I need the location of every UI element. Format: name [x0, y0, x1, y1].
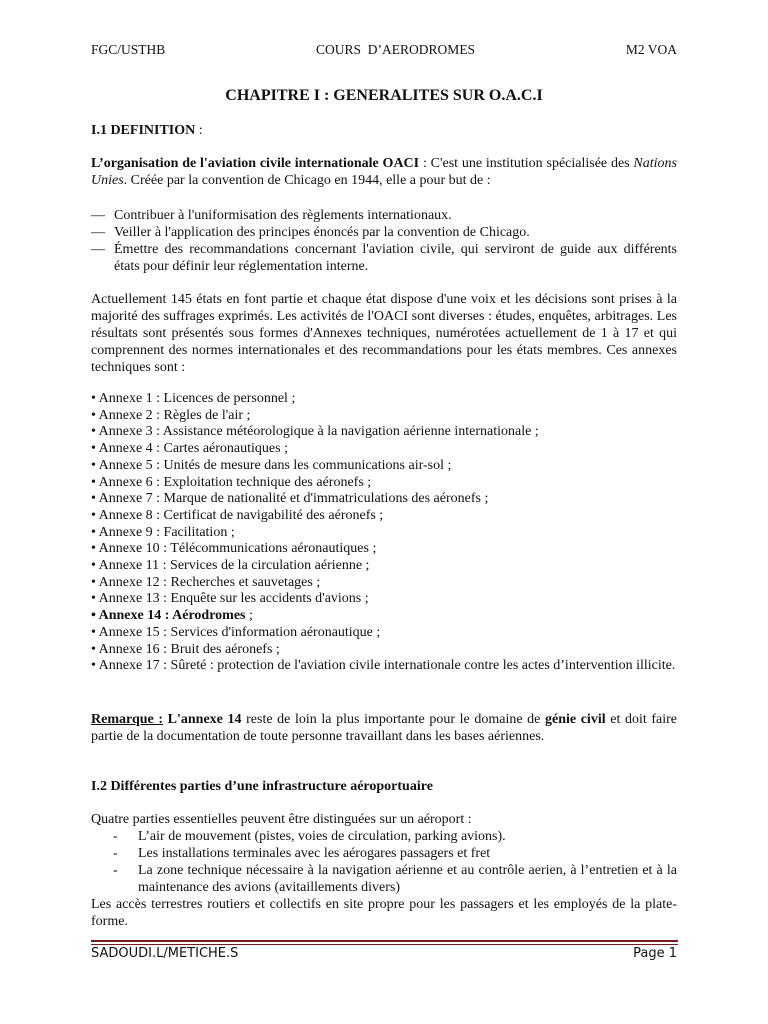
definition-text-2: . Créée par la convention de Chicago en 1944, elle a pour but de :: [123, 173, 491, 188]
annex-item: • Annexe 7 : Marque de nationalité et d'immatriculations des aéronefs ;: [91, 491, 489, 507]
page-number: Page 1: [633, 946, 677, 961]
definition-paragraph: [91, 155, 677, 189]
annex-item: • Annexe 10 : Télécommunications aéronautiques ;: [91, 541, 377, 557]
header-center: COURS D’AERODROMES: [316, 42, 476, 57]
part-item: [91, 845, 677, 862]
annexes-intro-text: Actuellement 145 états en font partie et chaque état dispose d'une voix et les décisions sont prises à la majorité des suffrages exprimés. Les activités de l'OACI sont diverses : études, enquêtes, arbitrages. Les résultats sont présentés sous formes d'Annexes techniques, numérotées actuellement de 1 à 17 et qui comprennent des normes internationales et des recommandations pour les états membres. Ces annexes techniques sont :: [91, 292, 677, 375]
list-item-text: Émettre des recommandations concernant l'aviation civile, qui serviront de guide aux différents états pour définir leur réglementation interne.: [114, 242, 677, 274]
chapter-title: CHAPITRE I : GENERALITES SUR O.A.C.I: [225, 87, 543, 104]
definition-text-1: : C'est une institution spécialisée des: [419, 156, 634, 171]
remark-label: Remarque :: [91, 712, 164, 727]
header-right: M2 VOA: [625, 42, 677, 57]
annex-item: • Annexe 6 : Exploitation technique des aéronefs ;: [91, 474, 372, 490]
list-item-text: Veiller à l'application des principes énoncés par la convention de Chicago.: [114, 225, 530, 240]
remark-text-1: reste de loin la plus importante pour le domaine de: [241, 712, 545, 727]
parts-list: [91, 828, 677, 930]
remark-text-2: et doit faire partie de la documentation de toute personne travaillant dans les bases aériennes.: [91, 712, 677, 744]
remark-paragraph: [91, 711, 677, 745]
part-item: [91, 862, 677, 896]
annex-item: • Annexe 12 : Recherches et sauvetages ;: [91, 574, 321, 590]
section-2-heading: [91, 778, 677, 795]
footer-authors: SADOUDI.L/METICHE.S: [91, 946, 239, 961]
annex-item: • Annexe 17 : Sûreté : protection de l'aviation civile internationale contre les actes d’intervention illicite.: [91, 658, 676, 674]
list-item-text: Contribuer à l'uniformisation des règlements internationaux.: [114, 208, 452, 223]
list-marker: -: [113, 846, 118, 861]
definition-bold: L’organisation de l'aviation civile internationale OACI: [91, 156, 420, 171]
footer-rule-thick: [91, 940, 678, 942]
remark-bold-2: génie civil: [545, 712, 606, 727]
goal-item: [91, 207, 677, 224]
list-item-text: Les installations terminales avec les aérogares passagers et fret: [138, 846, 491, 861]
annex-item: • Annexe 2 : Règles de l'air ;: [91, 407, 251, 423]
list-marker: -: [113, 829, 118, 844]
footer-rule-thin: [91, 944, 678, 945]
annex-item: • Annexe 5 : Unités de mesure dans les communications air-sol ;: [91, 457, 452, 473]
list-marker: —: [91, 208, 105, 223]
annexes-list: [91, 391, 677, 675]
list-marker: —: [91, 225, 105, 240]
list-item-text: L’air de mouvement (pistes, voies de circulation, parking avions).: [138, 829, 506, 844]
annex-item: • Annexe 8 : Certificat de navigabilité des aéronefs ;: [91, 507, 384, 523]
definition-italic: Nations Unies: [91, 156, 677, 188]
annex-item: • Annexe 16 : Bruit des aéronefs ;: [91, 641, 280, 657]
annex-item: • Annexe 13 : Enquête sur les accidents d'avions ;: [91, 591, 369, 607]
annex-14-suffix: ;: [245, 608, 253, 624]
section-2-intro: [91, 811, 677, 828]
annex-item: • Annexe 3 : Assistance météorologique à la navigation aérienne internationale ;: [91, 424, 539, 440]
remark-bold-1: L'annexe 14: [167, 712, 242, 727]
list-marker: -: [113, 863, 118, 878]
annex-14-item: [91, 608, 677, 625]
section-2-heading-text: I.2 Différentes parties d’une infrastructure aéroportuaire: [91, 779, 433, 794]
section-2-intro-text: Quatre parties essentielles peuvent être distinguées sur un aéroport :: [91, 812, 472, 827]
annex-item: • Annexe 9 : Facilitation ;: [91, 524, 235, 540]
page-footer: [91, 946, 677, 961]
annex-14-label: • Annexe 14 : Aérodromes: [91, 608, 246, 624]
section-1-heading-suffix: :: [195, 123, 203, 138]
section-1-heading: [91, 122, 677, 139]
annexes-intro-paragraph: [91, 291, 677, 376]
annex-item: • Annexe 15 : Services d'information aéronautique ;: [91, 624, 381, 640]
part-item: [91, 828, 677, 845]
page-header: [91, 42, 677, 58]
annex-item: • Annexe 11 : Services de la circulation aérienne ;: [91, 558, 370, 574]
goal-item: [91, 241, 677, 275]
header-left: FGC/USTHB: [91, 42, 166, 57]
annex-item: • Annexe 4 : Cartes aéronautiques ;: [91, 441, 288, 457]
goals-list: [91, 207, 677, 275]
goal-item: [91, 224, 677, 241]
section-2-closing-text: Les accès terrestres routiers et collectifs en site propre pour les passagers et les employés de la plate-forme.: [91, 897, 677, 929]
list-item-text: La zone technique nécessaire à la navigation aérienne et au contrôle aerien, à l’entretien et à la maintenance des avions (avitaillements divers): [138, 863, 677, 895]
list-marker: —: [91, 242, 105, 257]
section-1-heading-text: I.1 DEFINITION: [91, 123, 196, 138]
annex-item: • Annexe 1 : Licences de personnel ;: [91, 391, 296, 406]
